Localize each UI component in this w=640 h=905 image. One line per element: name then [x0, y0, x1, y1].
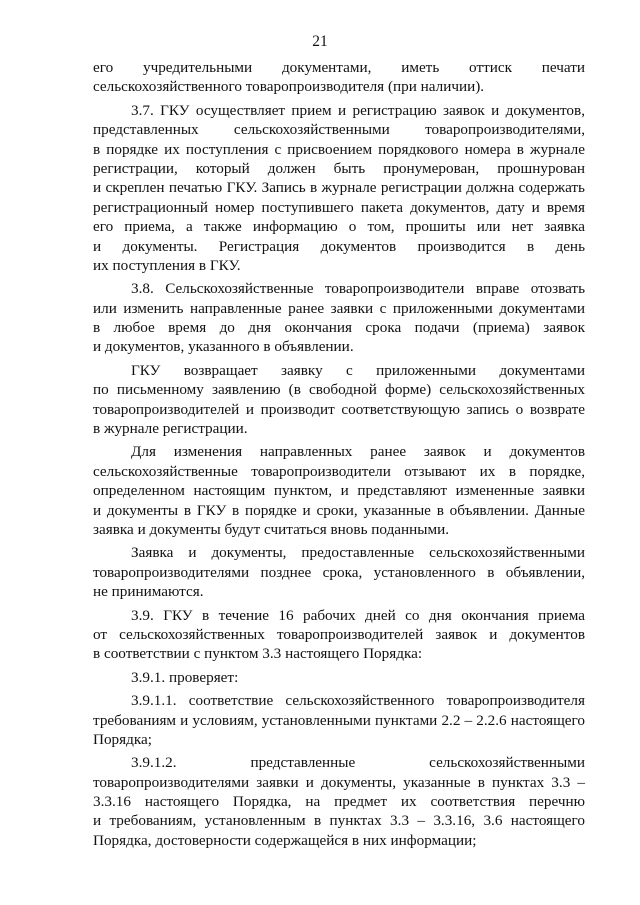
text-line: и документы в ГКУ в порядке и сроки, указанные в объявлении. Данные — [93, 501, 585, 519]
text-line: его учредительными документами, иметь оттиск печати — [93, 59, 585, 76]
text-line: Порядка; — [93, 730, 152, 748]
text-line: и требованиям, установленным в пунктах 3.3 – 3.3.16, 3.6 настоящего — [93, 812, 585, 830]
text-line: и скреплен печатью ГКУ. Запись в журнале регистрации должна содержать — [93, 179, 585, 197]
text-line: Порядка, достоверности содержащейся в них информации; — [93, 831, 477, 849]
text-line: Заявка и документы, предоставленные сельскохозяйственными — [131, 544, 585, 562]
text-line: 3.9.1.1. соответствие сельскохозяйственного товаропроизводителя — [131, 692, 585, 710]
text-line: Для изменения направленных ранее заявок и документов — [131, 443, 585, 461]
text-line: 3.3.16 настоящего Порядка, на предмет их соответствия перечню — [93, 793, 585, 811]
text-line: по письменному заявлению (в свободной форме) сельскохозяйственных — [93, 381, 585, 399]
text-line: 3.9.1. проверяет: — [131, 668, 239, 686]
text-line: и документов, указанного в объявлении. — [93, 338, 354, 356]
text-line: 3.9. ГКУ в течение 16 рабочих дней со дня окончания приема — [131, 606, 585, 624]
text-line: сельскохозяйственные товаропроизводители отзывают их в порядке, — [93, 462, 585, 480]
text-line: заявка и документы будут считаться вновь поданными. — [93, 520, 450, 538]
text-line: в любое время до дня окончания срока подачи (приема) заявок — [93, 319, 585, 337]
text-line: в порядке их поступления с присвоением порядкового номера в журнале — [93, 140, 585, 158]
text-line: товаропроизводителями заявки и документы, указанные в пунктах 3.3 – — [93, 773, 585, 791]
text-line: или изменить направленные ранее заявки с приложенными документами — [93, 299, 585, 317]
text-line: требованиям и условиям, установленными пунктами 2.2 – 2.2.6 настоящего — [93, 711, 585, 729]
text-line: 3.9.1.2. представленные сельскохозяйственными — [131, 754, 585, 772]
text-line: определенном настоящим пунктом, и представляют измененные заявки — [93, 482, 585, 500]
text-line: в соответствии с пунктом 3.3 настоящего Порядка: — [93, 645, 423, 663]
text-line: товаропроизводителей и производит соответствующую запись о возврате — [93, 400, 585, 418]
text-line: их поступления в ГКУ. — [93, 256, 241, 274]
page-number: 21 — [312, 33, 328, 50]
text-line: регистрационный номер поступившего пакета документов, дату и время — [93, 198, 585, 216]
text-line: не принимаются. — [93, 583, 204, 601]
text-line: представленных сельскохозяйственными товаропроизводителями, — [93, 121, 585, 139]
document-body — [93, 58, 585, 850]
text-line: товаропроизводителями позднее срока, установленного в объявлении, — [93, 563, 585, 581]
text-line: регистрации, который должен быть пронумерован, прошнурован — [93, 159, 585, 177]
text-line: ГКУ возвращает заявку с приложенными документами — [131, 361, 585, 379]
text-line: 3.8. Сельскохозяйственные товаропроизводители вправе отозвать — [131, 280, 585, 298]
text-line: и документы. Регистрация документов производится в день — [93, 237, 585, 255]
text-line: в журнале регистрации. — [93, 420, 248, 438]
text-line: сельскохозяйственного товаропроизводителя (при наличии). — [93, 78, 485, 96]
text-line: от сельскохозяйственных товаропроизводителей заявок и документов — [93, 625, 585, 643]
text-line: 3.7. ГКУ осуществляет прием и регистрацию заявок и документов, — [131, 101, 585, 119]
text-line: его приема, а также информацию о том, прошиты или нет заявка — [93, 218, 585, 236]
